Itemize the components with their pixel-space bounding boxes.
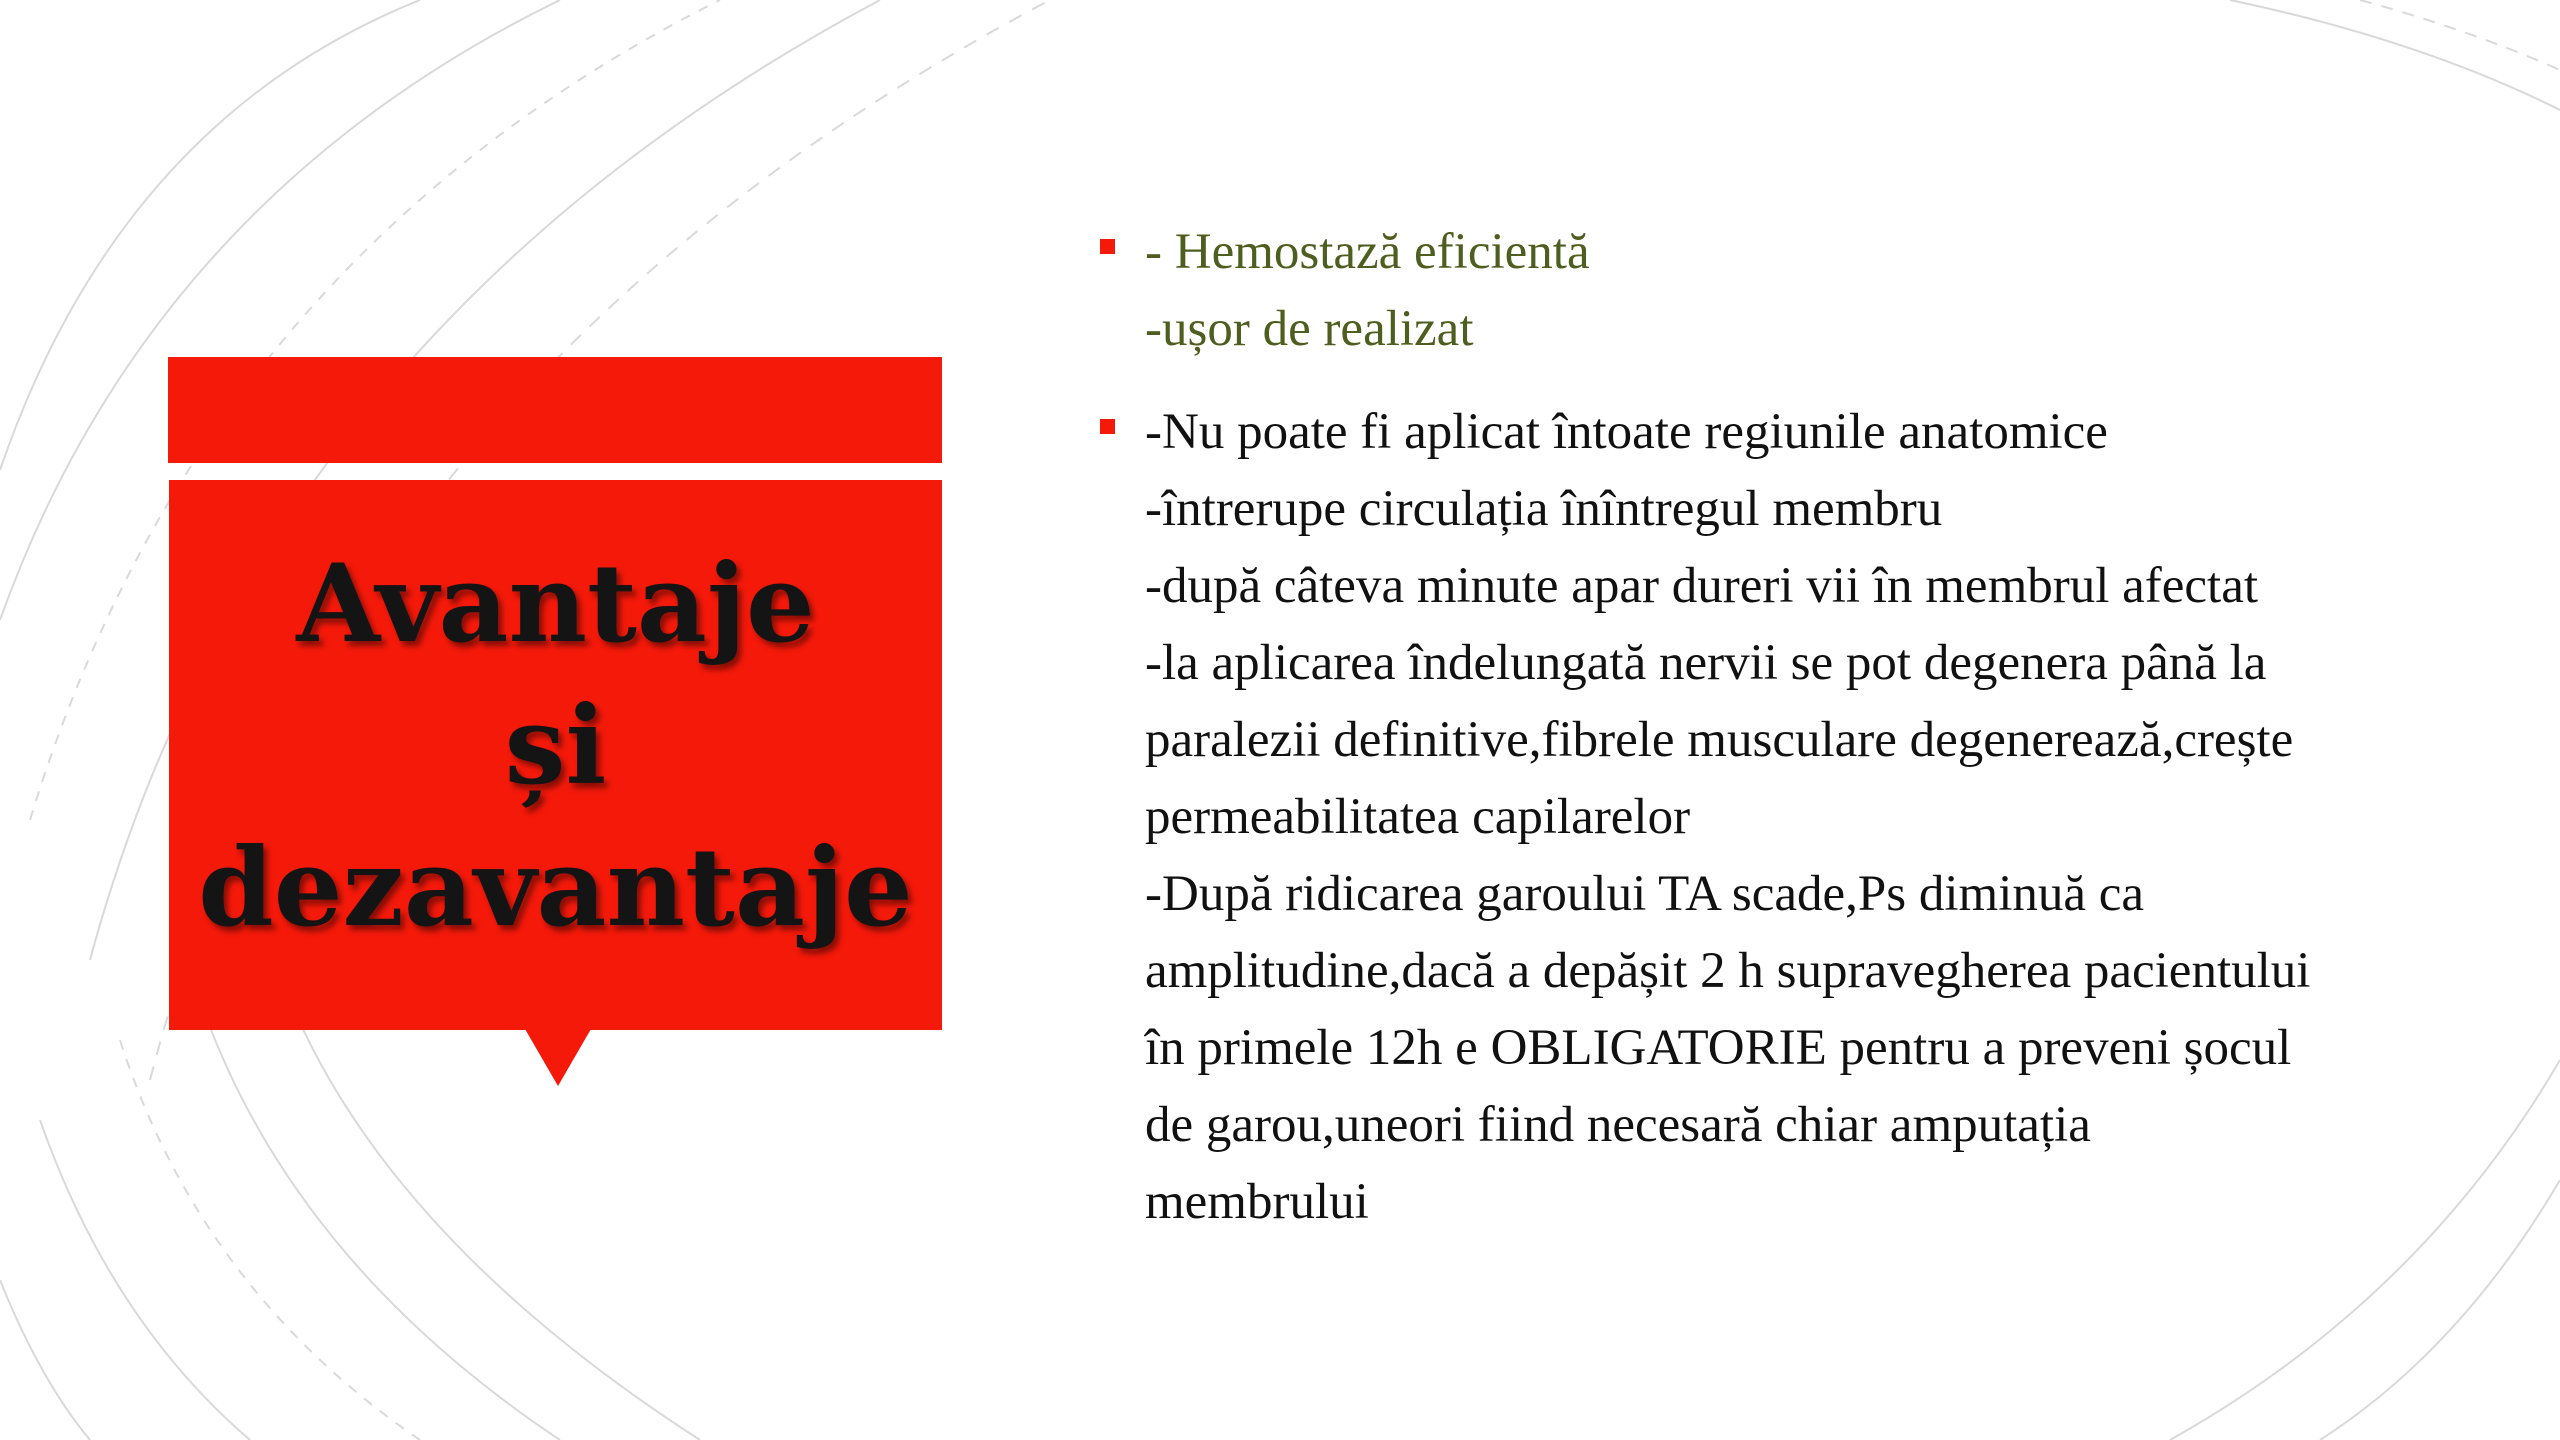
disadvantage-line: -la aplicarea îndelungată nervii se pot degenera până la: [1145, 635, 2267, 691]
slide-title: [198, 533, 912, 959]
disadvantage-line: permeabilitatea capilarelor: [1145, 789, 1691, 845]
advantage-line: -ușor de realizat: [1145, 301, 1474, 357]
disadvantage-line: -După ridicarea garoului TA scade,Ps diminuă ca: [1145, 866, 2145, 922]
disadvantage-line: paralezii definitive,fibrele musculare degenerează,crește: [1145, 712, 2294, 768]
disadvantage-line: membrului: [1145, 1174, 1369, 1230]
title-accent-bar: [168, 357, 942, 463]
title-line: Avantaje: [296, 541, 815, 667]
title-line: dezavantaje: [198, 825, 913, 951]
disadvantage-line: în primele 12h e OBLIGATORIE pentru a preveni șocul: [1145, 1020, 2292, 1076]
disadvantages-bullet: [1100, 394, 2420, 1241]
title-line: și: [504, 683, 607, 809]
disadvantage-line: de garou,uneori fiind necesară chiar amputația: [1145, 1097, 2091, 1153]
bullet-square-icon: [1100, 239, 1115, 254]
title-box: [169, 480, 942, 1030]
advantage-line: - Hemostază eficientă: [1145, 224, 1590, 280]
bullet-square-icon: [1100, 419, 1115, 434]
disadvantage-line: amplitudine,dacă a depășit 2 h supravegherea pacientului: [1145, 943, 2311, 999]
advantages-bullet: [1100, 214, 2420, 368]
disadvantage-line: -Nu poate fi aplicat întoate regiunile anatomice: [1145, 404, 2108, 460]
disadvantage-line: -întrerupe circulația înîntregul membru: [1145, 481, 1943, 537]
title-pointer-triangle: [525, 1029, 591, 1086]
content-area: [1100, 214, 2420, 1241]
disadvantage-line: -după câteva minute apar dureri vii în membrul afectat: [1145, 558, 2259, 614]
